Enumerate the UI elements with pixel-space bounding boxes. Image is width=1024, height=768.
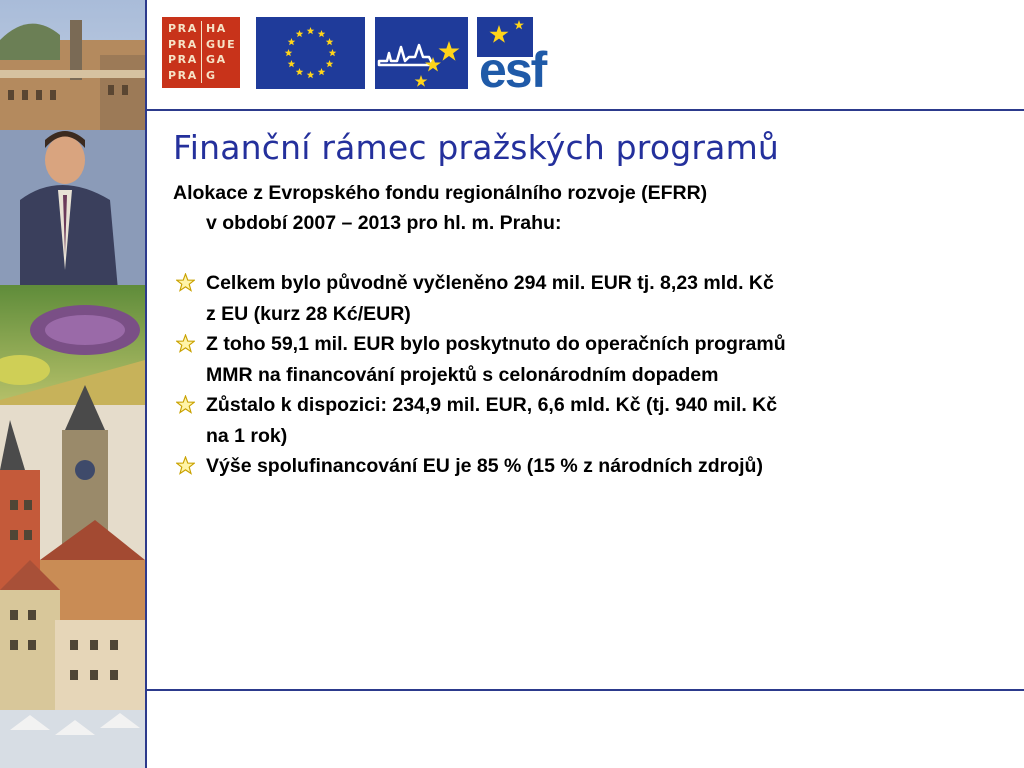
header-divider: [147, 109, 1024, 111]
esf-logo-text: esf: [479, 42, 546, 89]
praha-logo-text: PRA: [168, 22, 198, 35]
praha-logo-text: GA: [201, 52, 238, 68]
footer-divider: [147, 689, 1024, 691]
praha-logo-text: G: [201, 68, 238, 84]
star-bullet-icon: [176, 456, 195, 475]
praha-logo: [162, 17, 240, 88]
bullet-text: Z toho 59,1 mil. EUR bylo poskytnuto do operačních programů: [206, 333, 786, 355]
bullet-text: Výše spolufinancování EU je 85 % (15 % z národních zdrojů): [206, 455, 763, 477]
esf-logo: [477, 17, 565, 89]
praha-logo-text: HA: [201, 21, 238, 37]
bullet-item: [173, 451, 786, 482]
intro-paragraph: [173, 178, 707, 238]
praha-logo-text: PRA: [168, 68, 198, 82]
bullet-list: [173, 268, 786, 482]
bullet-text: MMR na financování projektů s celonárodním dopadem: [206, 363, 719, 386]
bullet-item: [173, 268, 786, 329]
prague-skyline-logo: [375, 17, 468, 89]
prague-photo-collage: [0, 0, 145, 768]
slide-title: Finanční rámec pražských programů: [173, 128, 780, 167]
praha-logo-text: PRA: [168, 37, 198, 51]
vertical-divider: [145, 0, 147, 768]
intro-line: v období 2007 – 2013 pro hl. m. Prahu:: [206, 212, 562, 234]
praha-logo-text: PRA: [168, 53, 198, 66]
bullet-text: Zůstalo k dispozici: 234,9 mil. EUR, 6,6 mld. Kč (tj. 940 mil. Kč: [206, 394, 778, 416]
bullet-text: na 1 rok): [206, 424, 288, 447]
bullet-text: Celkem bylo původně vyčleněno 294 mil. EUR tj. 8,23 mld. Kč: [206, 272, 774, 294]
praha-logo-text: GUE: [201, 37, 238, 53]
star-bullet-icon: [176, 334, 195, 353]
bullet-text: z EU (kurz 28 Kć/EUR): [206, 302, 411, 325]
intro-line: Alokace z Evropského fondu regionálního rozvoje (EFRR): [173, 182, 708, 204]
star-bullet-icon: [176, 395, 195, 414]
star-bullet-icon: [176, 273, 195, 292]
eu-flag-logo: [256, 17, 365, 89]
bullet-item: [173, 329, 786, 390]
bullet-item: [173, 390, 786, 451]
